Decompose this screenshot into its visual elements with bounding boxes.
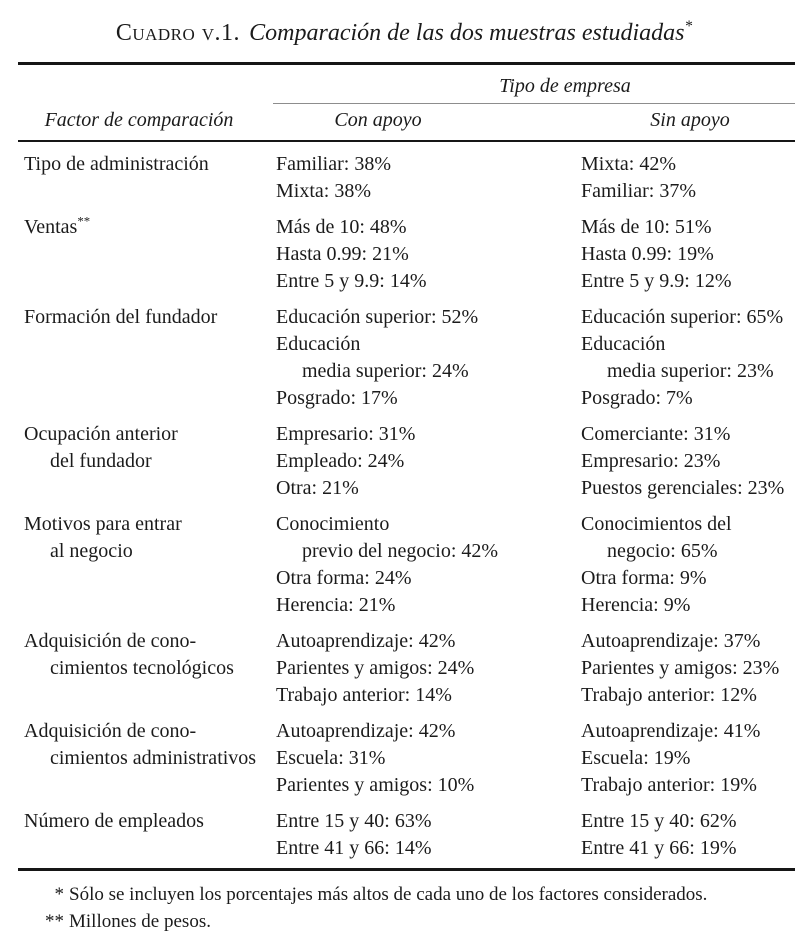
cell-line: Tipo de administración [24,153,209,175]
cell-line: Escuela: 19% [581,747,691,769]
cell-line: Educación superior: 52% [276,306,479,328]
cell-line: Parientes y amigos: 10% [276,774,475,796]
cell-line: Trabajo anterior: 14% [276,684,452,706]
cell-line: Escuela: 31% [276,747,386,769]
footnote-marker: ** [45,911,64,932]
cell-line: Herencia: 21% [276,594,396,616]
footnote [38,908,808,935]
cell-line: Parientes y amigos: 24% [276,657,475,679]
cell-sin-apoyo [581,304,795,412]
cell-line: negocio: 65% [607,540,718,562]
cell-line: Motivos para entrar [24,513,182,535]
cell-line: Mixta: 38% [276,180,371,202]
table-row [24,151,795,205]
footnotes [0,881,808,935]
cell-line: previo del negocio: 42% [302,540,499,562]
cell-line: Otra forma: 9% [581,567,707,589]
table-title [0,0,808,50]
cell-con-apoyo [276,304,581,412]
header-group-label: Tipo de empresa [499,75,631,97]
cell-line: al negocio [50,540,133,562]
cell-con-apoyo [276,421,581,502]
cell-line: Más de 10: 51% [581,216,712,238]
cell-line: Formación del fundador [24,306,218,328]
bottom-rule [18,868,795,871]
cell-sin-apoyo [581,628,795,709]
cell-line: Familiar: 38% [276,153,391,175]
cell-line: cimientos administrativos [50,747,257,769]
cell-con-apoyo [276,718,581,799]
cell-line: Entre 5 y 9.9: 14% [276,270,427,292]
table-row [24,628,795,709]
cell-con-apoyo [276,214,581,295]
footnote-text: Sólo se incluyen los porcentajes más altos de cada uno de los factores considerados. [69,884,708,905]
cell-line: Empresario: 23% [581,450,721,472]
table-header [0,65,808,140]
cell-con-apoyo [276,511,581,619]
cell-line: del fundador [50,450,152,472]
title-asterisk: * [684,18,693,35]
cell-con-apoyo [276,151,581,205]
table-row [24,421,795,502]
column-header-sin-apoyo: Sin apoyo [650,109,730,131]
cell-line: Herencia: 9% [581,594,691,616]
cell-line: Otra forma: 24% [276,567,412,589]
cell-sin-apoyo [581,151,795,205]
cell-sin-apoyo [581,718,795,799]
cell-factor [24,718,276,799]
cell-line: Hasta 0.99: 19% [581,243,714,265]
cell-line: Entre 15 y 40: 63% [276,810,432,832]
cell-factor [24,151,276,205]
footnote-marker: * [54,884,64,905]
table-row [24,304,795,412]
table-row [24,214,795,295]
cell-line: Comerciante: 31% [581,423,731,445]
cell-factor [24,808,276,862]
cell-line: Empresario: 31% [276,423,416,445]
cell-line: Autoaprendizaje: 37% [581,630,761,652]
cell-line: Educación [276,333,361,355]
cell-line: Entre 41 y 66: 14% [276,837,432,859]
cell-line: Posgrado: 17% [276,387,398,409]
cell-line: Número de empleados [24,810,204,832]
group-underline-rule [273,103,795,104]
cell-line: Hasta 0.99: 21% [276,243,409,265]
cell-line: Empleado: 24% [276,450,405,472]
cell-line: media superior: 24% [302,360,469,382]
cell-line: Puestos gerenciales: 23% [581,477,785,499]
cell-line: media superior: 23% [607,360,774,382]
cell-line: Trabajo anterior: 19% [581,774,757,796]
table-row [24,718,795,799]
footnote [38,881,808,908]
cell-line: Familiar: 37% [581,180,696,202]
cell-line: Trabajo anterior: 12% [581,684,757,706]
cell-con-apoyo [276,808,581,862]
cell-line: Adquisición de cono- [24,630,197,652]
cell-line: Conocimiento [276,513,390,535]
cell-factor [24,511,276,619]
cell-line: Otra: 21% [276,477,359,499]
cell-sin-apoyo [581,808,795,862]
cell-factor [24,214,276,295]
title-text: Comparación de las dos muestras estudiadas [249,20,685,46]
cell-line: Entre 15 y 40: 62% [581,810,737,832]
cell-line: Conocimientos del [581,513,732,535]
cell-line: Entre 5 y 9.9: 12% [581,270,732,292]
cell-line: Entre 41 y 66: 19% [581,837,737,859]
cell-line: Educación [581,333,666,355]
table-row [24,511,795,619]
cell-factor [24,304,276,412]
cell-sin-apoyo [581,214,795,295]
cell-line: Mixta: 42% [581,153,676,175]
header-bottom-rule [18,140,795,142]
cell-line: Adquisición de cono- [24,720,197,742]
cell-line: Autoaprendizaje: 42% [276,720,456,742]
cell-line: cimientos tecnológicos [50,657,234,679]
table-body [24,151,795,862]
title-label: Cuadro v.1. [115,20,241,46]
superscript-marker: ** [77,214,91,229]
cell-line: Autoaprendizaje: 41% [581,720,761,742]
column-header-factor: Factor de comparación [44,109,234,131]
cell-factor [24,628,276,709]
cell-line: Posgrado: 7% [581,387,693,409]
footnote-text: Millones de pesos. [69,911,211,932]
cell-con-apoyo [276,628,581,709]
cell-sin-apoyo [581,421,795,502]
cell-line: Autoaprendizaje: 42% [276,630,456,652]
cell-line: Parientes y amigos: 23% [581,657,780,679]
cell-sin-apoyo [581,511,795,619]
cell-line: Ocupación anterior [24,423,178,445]
cell-line: Más de 10: 48% [276,216,407,238]
cell-line: Ventas** [24,214,91,238]
cell-line: Educación superior: 65% [581,306,784,328]
column-header-con-apoyo: Con apoyo [334,109,422,131]
table-row [24,808,795,862]
cell-factor [24,421,276,502]
